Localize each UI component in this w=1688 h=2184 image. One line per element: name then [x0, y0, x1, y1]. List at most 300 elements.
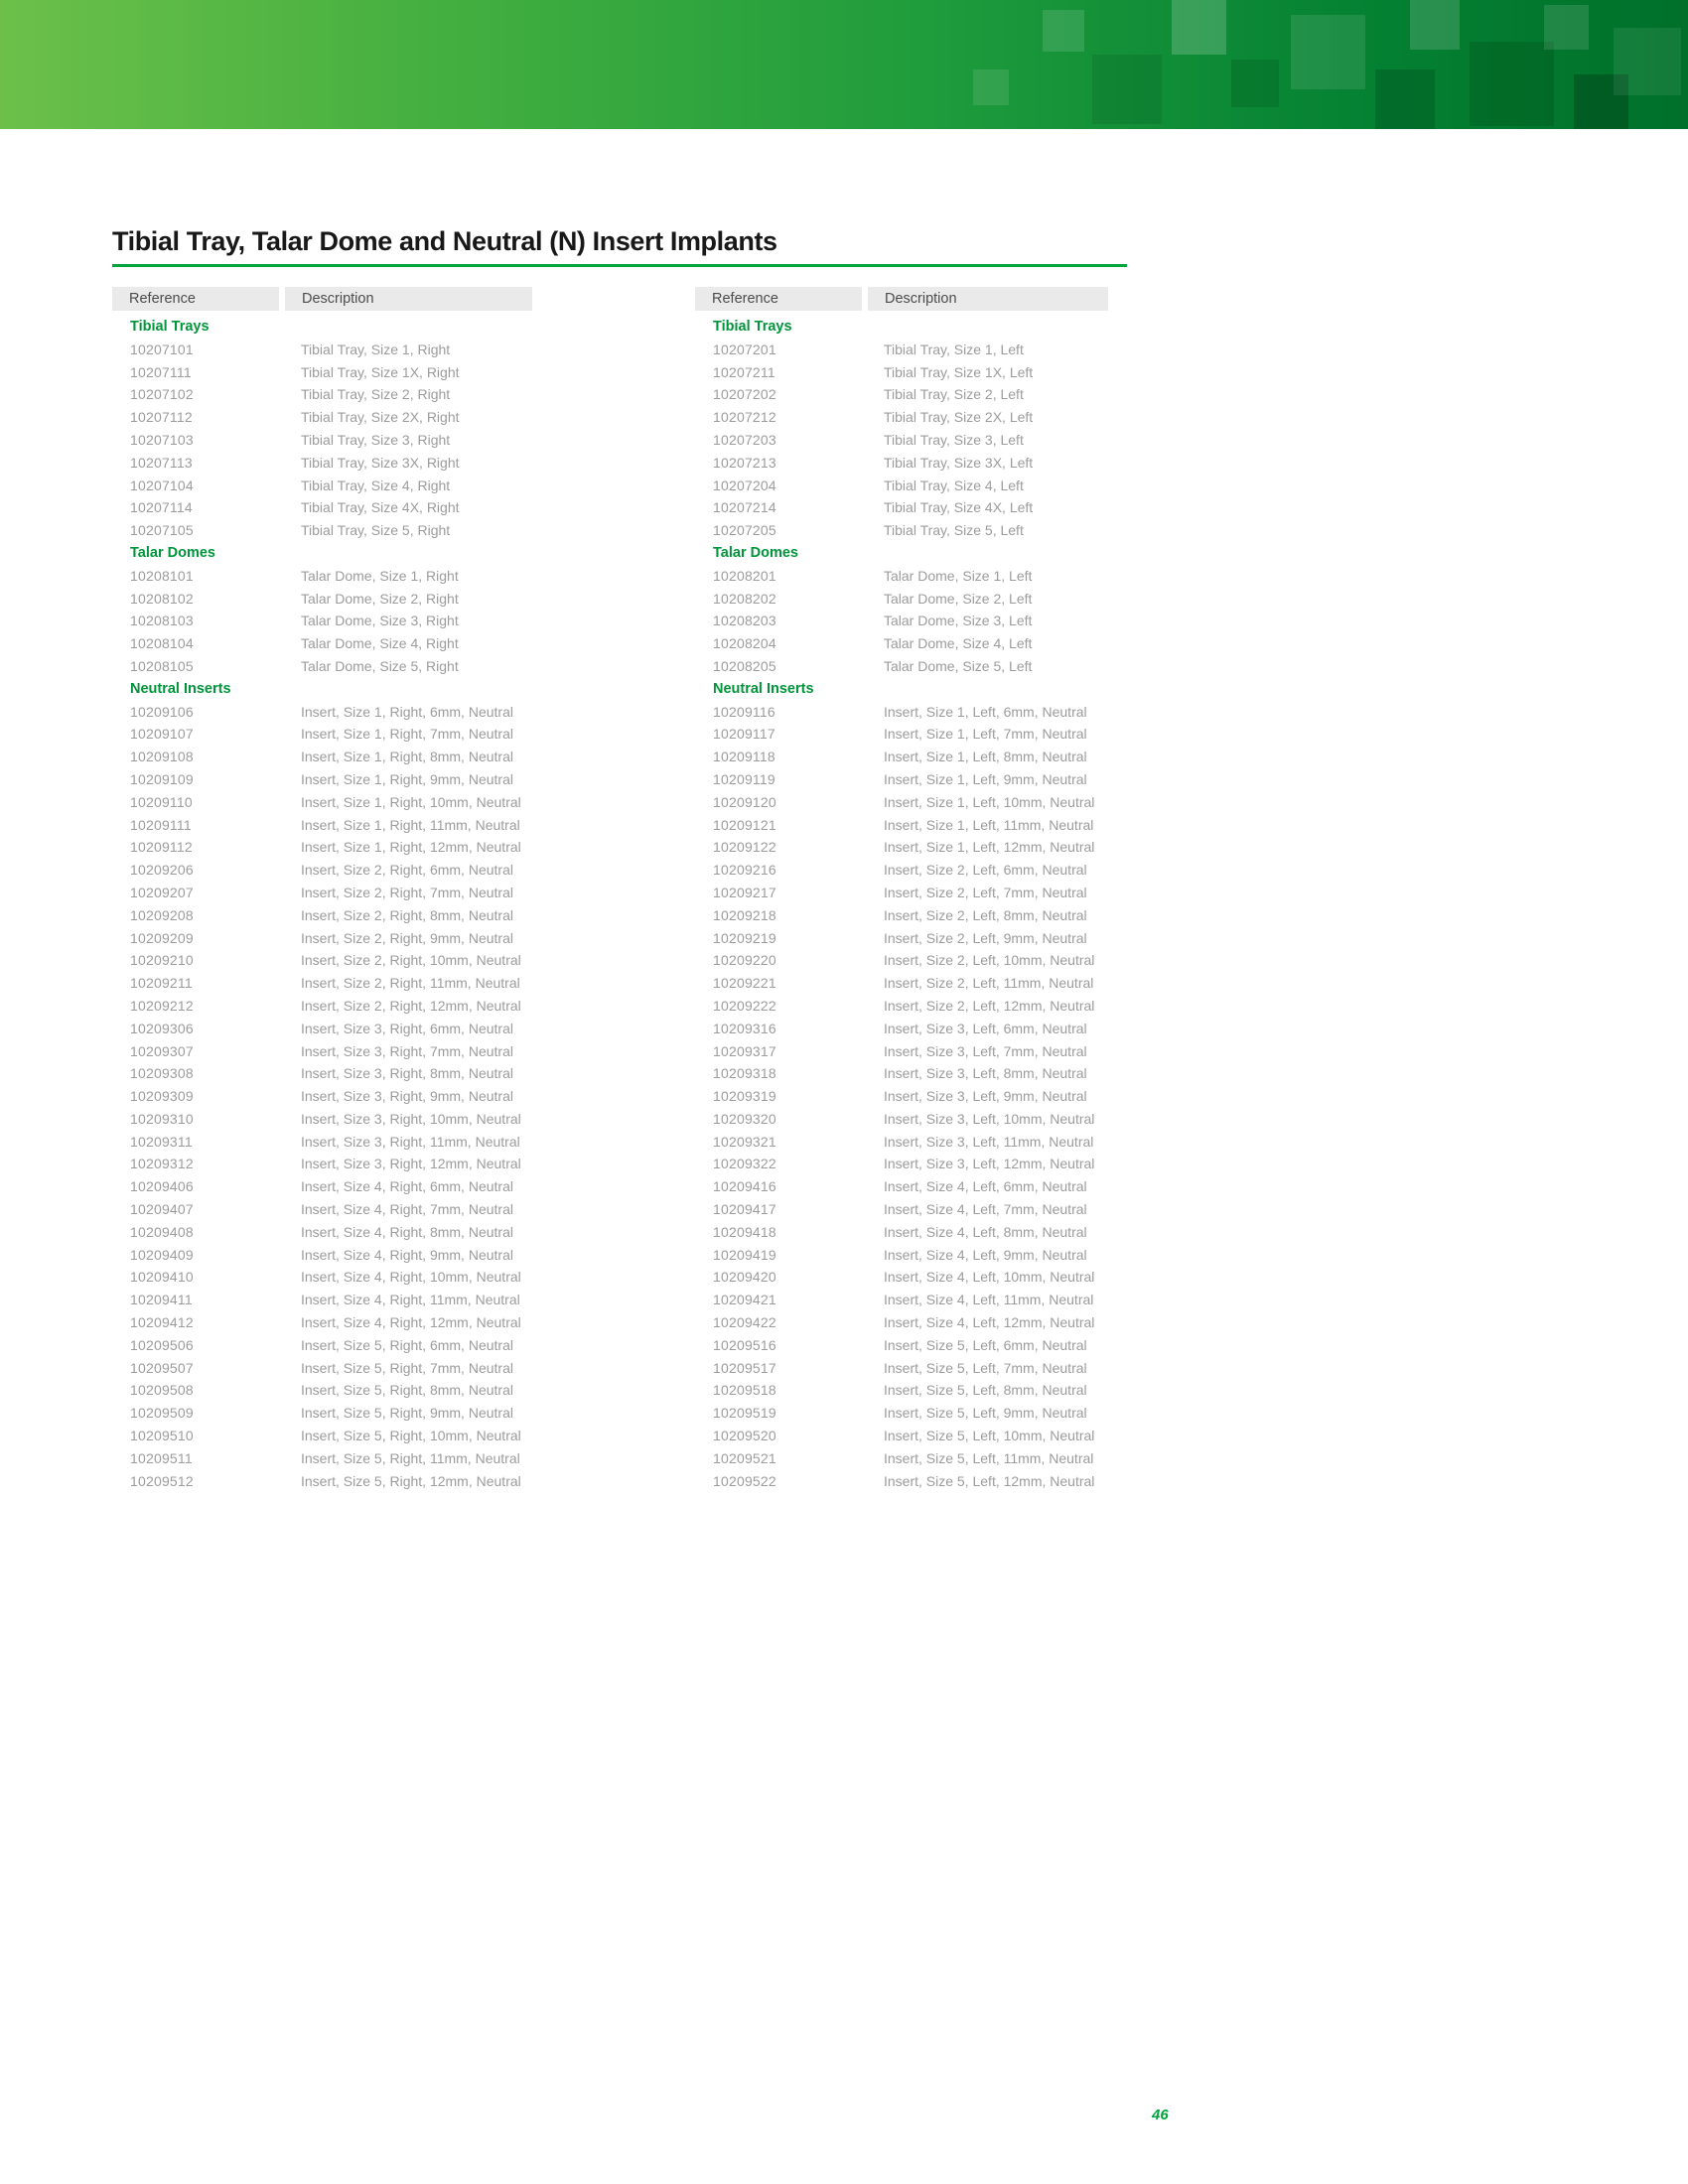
description-cell: Insert, Size 2, Left, 8mm, Neutral — [884, 906, 1087, 923]
page-number: 46 — [1152, 2107, 1169, 2123]
table-row — [695, 814, 1108, 837]
table-row — [695, 949, 1108, 972]
reference-cell: 10207112 — [130, 409, 193, 426]
reference-cell: 10208103 — [130, 613, 194, 629]
description-cell: Insert, Size 5, Left, 8mm, Neutral — [884, 1382, 1087, 1399]
table-row — [695, 383, 1108, 406]
description-cell: Insert, Size 3, Left, 7mm, Neutral — [884, 1042, 1087, 1059]
reference-cell: 10208204 — [713, 635, 776, 652]
description-cell: Tibial Tray, Size 2X, Left — [884, 409, 1034, 426]
table-row — [112, 655, 532, 678]
description-cell: Insert, Size 1, Left, 7mm, Neutral — [884, 726, 1087, 743]
reference-cell: 10208104 — [130, 635, 194, 652]
table-row — [695, 927, 1108, 950]
description-cell: Insert, Size 2, Right, 10mm, Neutral — [301, 952, 521, 969]
description-cell: Insert, Size 3, Right, 12mm, Neutral — [301, 1156, 521, 1172]
reference-cell: 10209116 — [713, 703, 775, 720]
table-row — [695, 1018, 1108, 1040]
table-row — [112, 1153, 532, 1175]
table-row — [112, 1244, 532, 1267]
description-cell: Tibial Tray, Size 4, Left — [884, 477, 1024, 493]
table-row — [112, 995, 532, 1018]
reference-cell: 10209420 — [713, 1269, 776, 1286]
reference-cell: 10209512 — [130, 1472, 194, 1489]
reference-column-header: Reference — [112, 287, 279, 311]
table-row — [112, 1289, 532, 1311]
reference-cell: 10207204 — [713, 477, 776, 493]
reference-cell: 10209309 — [130, 1088, 194, 1105]
table-row — [112, 701, 532, 724]
reference-cell: 10207102 — [130, 386, 194, 403]
table-row — [112, 1334, 532, 1357]
table-row — [112, 859, 532, 882]
description-cell: Tibial Tray, Size 4X, Right — [301, 499, 460, 516]
description-cell: Tibial Tray, Size 3, Right — [301, 431, 451, 448]
table-row — [112, 1040, 532, 1063]
description-cell: Tibial Tray, Size 1, Right — [301, 341, 451, 357]
reference-cell: 10209316 — [713, 1020, 776, 1036]
table-row — [695, 1334, 1108, 1357]
description-cell: Tibial Tray, Size 5, Right — [301, 522, 451, 539]
table-row — [695, 1244, 1108, 1267]
description-cell: Tibial Tray, Size 3, Left — [884, 431, 1024, 448]
table-row — [695, 995, 1108, 1018]
description-cell: Talar Dome, Size 2, Left — [884, 590, 1033, 607]
reference-cell: 10207104 — [130, 477, 194, 493]
reference-cell: 10209506 — [130, 1336, 194, 1353]
table-row — [112, 519, 532, 542]
reference-cell: 10209108 — [130, 749, 194, 765]
description-cell: Insert, Size 1, Left, 12mm, Neutral — [884, 839, 1095, 856]
reference-cell: 10207205 — [713, 522, 776, 539]
table-row — [695, 452, 1108, 475]
reference-cell: 10208203 — [713, 613, 776, 629]
table-row — [695, 588, 1108, 611]
reference-cell: 10209412 — [130, 1314, 194, 1331]
table-row — [112, 588, 532, 611]
description-cell: Tibial Tray, Size 2, Right — [301, 386, 451, 403]
reference-cell: 10208101 — [130, 567, 194, 584]
table-row — [695, 791, 1108, 814]
reference-cell: 10209210 — [130, 952, 194, 969]
description-cell: Insert, Size 5, Left, 7mm, Neutral — [884, 1359, 1087, 1376]
reference-cell: 10208201 — [713, 567, 776, 584]
description-cell: Insert, Size 4, Left, 7mm, Neutral — [884, 1201, 1087, 1218]
reference-cell: 10209410 — [130, 1269, 194, 1286]
page-title: Tibial Tray, Talar Dome and Neutral (N) Insert Implants — [112, 226, 777, 256]
reference-cell: 10208105 — [130, 657, 194, 674]
section-heading: Talar Domes — [713, 544, 798, 561]
description-cell: Tibial Tray, Size 4X, Left — [884, 499, 1034, 516]
header-banner — [0, 0, 1688, 129]
reference-cell: 10209211 — [130, 975, 193, 992]
description-cell: Insert, Size 1, Right, 12mm, Neutral — [301, 839, 521, 856]
table-row — [695, 1221, 1108, 1244]
reference-cell: 10209422 — [713, 1314, 776, 1331]
table-row — [112, 949, 532, 972]
table-row — [695, 1198, 1108, 1221]
description-cell: Insert, Size 4, Right, 11mm, Neutral — [301, 1292, 520, 1308]
table-row — [112, 406, 532, 429]
description-cell: Insert, Size 3, Left, 6mm, Neutral — [884, 1020, 1087, 1036]
description-cell: Tibial Tray, Size 1, Left — [884, 341, 1024, 357]
reference-cell: 10209216 — [713, 862, 776, 879]
table-row — [112, 632, 532, 655]
description-cell: Insert, Size 3, Right, 6mm, Neutral — [301, 1020, 513, 1036]
table-row — [112, 1085, 532, 1108]
reference-cell: 10207213 — [713, 454, 776, 471]
table-row — [695, 904, 1108, 927]
description-cell: Insert, Size 2, Left, 12mm, Neutral — [884, 997, 1095, 1014]
table-row — [695, 1402, 1108, 1425]
reference-cell: 10208205 — [713, 657, 776, 674]
reference-cell: 10209221 — [713, 975, 776, 992]
reference-cell: 10209522 — [713, 1472, 776, 1489]
reference-cell: 10209511 — [130, 1449, 193, 1466]
description-cell: Insert, Size 5, Right, 6mm, Neutral — [301, 1336, 513, 1353]
description-cell: Insert, Size 3, Right, 8mm, Neutral — [301, 1065, 513, 1082]
description-cell: Insert, Size 3, Left, 9mm, Neutral — [884, 1088, 1087, 1105]
reference-cell: 10209217 — [713, 884, 776, 900]
catalog-column-left — [112, 287, 532, 1492]
description-cell: Insert, Size 1, Left, 10mm, Neutral — [884, 793, 1095, 810]
title-underline — [112, 264, 1127, 267]
table-row — [112, 836, 532, 859]
section-heading: Neutral Inserts — [713, 680, 814, 697]
reference-cell: 10209306 — [130, 1020, 194, 1036]
description-cell: Talar Dome, Size 1, Right — [301, 567, 459, 584]
reference-cell: 10209121 — [713, 816, 776, 833]
reference-cell: 10209517 — [713, 1359, 776, 1376]
reference-cell: 10209509 — [130, 1405, 194, 1422]
description-cell: Insert, Size 4, Right, 7mm, Neutral — [301, 1201, 513, 1218]
reference-cell: 10207203 — [713, 431, 776, 448]
reference-cell: 10209307 — [130, 1042, 194, 1059]
reference-cell: 10209308 — [130, 1065, 194, 1082]
description-cell: Insert, Size 1, Left, 11mm, Neutral — [884, 816, 1094, 833]
table-row — [112, 475, 532, 497]
table-row — [695, 859, 1108, 882]
table-row — [112, 1470, 532, 1493]
description-cell: Insert, Size 4, Right, 10mm, Neutral — [301, 1269, 521, 1286]
table-row — [112, 927, 532, 950]
table-header-row — [695, 287, 1108, 311]
description-cell: Insert, Size 4, Left, 8mm, Neutral — [884, 1223, 1087, 1240]
table-row — [695, 1153, 1108, 1175]
description-cell: Insert, Size 5, Left, 12mm, Neutral — [884, 1472, 1095, 1489]
table-row — [695, 1379, 1108, 1402]
reference-cell: 10209411 — [130, 1292, 193, 1308]
reference-cell: 10209117 — [713, 726, 775, 743]
table-row — [112, 1198, 532, 1221]
table-row — [112, 496, 532, 519]
table-row — [695, 836, 1108, 859]
table-row — [112, 361, 532, 384]
table-row — [695, 361, 1108, 384]
description-cell: Insert, Size 3, Left, 12mm, Neutral — [884, 1156, 1095, 1172]
description-cell: Tibial Tray, Size 2X, Right — [301, 409, 460, 426]
description-cell: Insert, Size 2, Right, 9mm, Neutral — [301, 929, 513, 946]
reference-cell: 10209222 — [713, 997, 776, 1014]
description-cell: Talar Dome, Size 3, Left — [884, 613, 1033, 629]
table-row — [695, 1131, 1108, 1154]
table-row — [695, 1062, 1108, 1085]
reference-cell: 10207101 — [130, 341, 194, 357]
reference-cell: 10209510 — [130, 1428, 194, 1444]
table-row — [112, 339, 532, 361]
reference-cell: 10209112 — [130, 839, 193, 856]
table-row — [695, 429, 1108, 452]
description-cell: Insert, Size 4, Left, 10mm, Neutral — [884, 1269, 1095, 1286]
table-row — [695, 475, 1108, 497]
description-column-header: Description — [285, 287, 532, 311]
description-cell: Insert, Size 3, Left, 10mm, Neutral — [884, 1110, 1095, 1127]
table-row — [112, 972, 532, 995]
table-row — [112, 565, 532, 588]
reference-cell: 10209520 — [713, 1428, 776, 1444]
table-row — [112, 610, 532, 632]
description-cell: Insert, Size 1, Left, 6mm, Neutral — [884, 703, 1087, 720]
table-row — [695, 701, 1108, 724]
description-cell: Talar Dome, Size 5, Left — [884, 657, 1033, 674]
table-row — [112, 1131, 532, 1154]
table-row — [112, 882, 532, 904]
reference-cell: 10207114 — [130, 499, 193, 516]
reference-cell: 10207214 — [713, 499, 776, 516]
description-cell: Insert, Size 5, Right, 10mm, Neutral — [301, 1428, 521, 1444]
description-cell: Insert, Size 4, Left, 6mm, Neutral — [884, 1178, 1087, 1195]
description-cell: Tibial Tray, Size 1X, Left — [884, 363, 1034, 380]
catalog-column-right — [695, 287, 1108, 1492]
reference-cell: 10209419 — [713, 1246, 776, 1263]
reference-cell: 10209408 — [130, 1223, 194, 1240]
description-cell: Insert, Size 3, Right, 9mm, Neutral — [301, 1088, 513, 1105]
table-row — [112, 1062, 532, 1085]
table-row — [112, 1018, 532, 1040]
reference-cell: 10209122 — [713, 839, 776, 856]
description-cell: Talar Dome, Size 4, Right — [301, 635, 459, 652]
reference-cell: 10209421 — [713, 1292, 776, 1308]
reference-cell: 10209208 — [130, 906, 194, 923]
table-row — [112, 746, 532, 768]
reference-cell: 10207211 — [713, 363, 775, 380]
reference-cell: 10209416 — [713, 1178, 776, 1195]
description-cell: Insert, Size 4, Right, 12mm, Neutral — [301, 1314, 521, 1331]
description-cell: Insert, Size 2, Left, 11mm, Neutral — [884, 975, 1094, 992]
reference-cell: 10209207 — [130, 884, 194, 900]
table-row — [695, 632, 1108, 655]
reference-cell: 10207111 — [130, 363, 192, 380]
table-row — [112, 1175, 532, 1198]
reference-column-header: Reference — [695, 287, 862, 311]
reference-cell: 10209407 — [130, 1201, 194, 1218]
reference-cell: 10209110 — [130, 793, 193, 810]
description-cell: Insert, Size 2, Right, 8mm, Neutral — [301, 906, 513, 923]
description-cell: Insert, Size 3, Right, 10mm, Neutral — [301, 1110, 521, 1127]
reference-cell: 10209320 — [713, 1110, 776, 1127]
description-cell: Insert, Size 5, Right, 9mm, Neutral — [301, 1405, 513, 1422]
reference-cell: 10209406 — [130, 1178, 194, 1195]
description-cell: Insert, Size 3, Left, 11mm, Neutral — [884, 1133, 1094, 1150]
description-cell: Insert, Size 3, Left, 8mm, Neutral — [884, 1065, 1087, 1082]
description-cell: Insert, Size 3, Right, 11mm, Neutral — [301, 1133, 520, 1150]
title-block — [112, 226, 1127, 267]
table-row — [695, 768, 1108, 791]
description-cell: Insert, Size 1, Right, 11mm, Neutral — [301, 816, 520, 833]
reference-cell: 10209418 — [713, 1223, 776, 1240]
reference-cell: 10208102 — [130, 590, 194, 607]
table-row — [112, 1108, 532, 1131]
reference-cell: 10209109 — [130, 770, 194, 787]
reference-cell: 10209218 — [713, 906, 776, 923]
description-cell: Tibial Tray, Size 4, Right — [301, 477, 451, 493]
table-row — [112, 1266, 532, 1289]
reference-cell: 10209312 — [130, 1156, 194, 1172]
description-cell: Insert, Size 2, Right, 11mm, Neutral — [301, 975, 520, 992]
table-row — [695, 882, 1108, 904]
reference-cell: 10209508 — [130, 1382, 194, 1399]
description-cell: Tibial Tray, Size 2, Left — [884, 386, 1024, 403]
reference-cell: 10209212 — [130, 997, 194, 1014]
description-cell: Insert, Size 2, Left, 9mm, Neutral — [884, 929, 1087, 946]
table-row — [695, 1447, 1108, 1470]
table-row — [112, 1379, 532, 1402]
description-cell: Tibial Tray, Size 1X, Right — [301, 363, 460, 380]
reference-cell: 10209321 — [713, 1133, 776, 1150]
table-row — [695, 723, 1108, 746]
reference-cell: 10209209 — [130, 929, 194, 946]
table-row — [695, 565, 1108, 588]
description-cell: Insert, Size 4, Left, 11mm, Neutral — [884, 1292, 1094, 1308]
table-row — [112, 1311, 532, 1334]
table-row — [112, 1447, 532, 1470]
description-cell: Insert, Size 5, Left, 6mm, Neutral — [884, 1336, 1087, 1353]
reference-cell: 10207103 — [130, 431, 194, 448]
table-row — [112, 452, 532, 475]
description-cell: Insert, Size 5, Right, 12mm, Neutral — [301, 1472, 521, 1489]
reference-cell: 10209107 — [130, 726, 194, 743]
description-cell: Talar Dome, Size 4, Left — [884, 635, 1033, 652]
description-cell: Insert, Size 1, Right, 9mm, Neutral — [301, 770, 513, 787]
table-row — [695, 339, 1108, 361]
table-row — [695, 610, 1108, 632]
description-cell: Insert, Size 5, Left, 10mm, Neutral — [884, 1428, 1095, 1444]
section-heading: Tibial Trays — [130, 319, 210, 335]
description-cell: Insert, Size 2, Left, 7mm, Neutral — [884, 884, 1087, 900]
reference-cell: 10209206 — [130, 862, 194, 879]
description-cell: Insert, Size 1, Right, 6mm, Neutral — [301, 703, 513, 720]
description-cell: Insert, Size 2, Right, 12mm, Neutral — [301, 997, 521, 1014]
table-row — [695, 972, 1108, 995]
description-cell: Insert, Size 2, Right, 7mm, Neutral — [301, 884, 513, 900]
reference-cell: 10209311 — [130, 1133, 193, 1150]
reference-cell: 10209322 — [713, 1156, 776, 1172]
reference-cell: 10209106 — [130, 703, 194, 720]
description-cell: Tibial Tray, Size 5, Left — [884, 522, 1024, 539]
description-cell: Insert, Size 2, Left, 10mm, Neutral — [884, 952, 1095, 969]
reference-cell: 10209118 — [713, 749, 775, 765]
reference-cell: 10209120 — [713, 793, 776, 810]
table-row — [112, 814, 532, 837]
table-row — [695, 496, 1108, 519]
description-cell: Insert, Size 5, Right, 7mm, Neutral — [301, 1359, 513, 1376]
table-row — [695, 746, 1108, 768]
table-row — [695, 1425, 1108, 1447]
description-cell: Insert, Size 5, Right, 8mm, Neutral — [301, 1382, 513, 1399]
table-row — [695, 655, 1108, 678]
table-row — [695, 1470, 1108, 1493]
table-row — [112, 1402, 532, 1425]
reference-cell: 10209310 — [130, 1110, 194, 1127]
reference-cell: 10209119 — [713, 770, 775, 787]
description-cell: Talar Dome, Size 5, Right — [301, 657, 459, 674]
reference-cell: 10209417 — [713, 1201, 776, 1218]
table-row — [695, 1289, 1108, 1311]
section-heading: Tibial Trays — [713, 319, 792, 335]
description-cell: Insert, Size 1, Right, 8mm, Neutral — [301, 749, 513, 765]
reference-cell: 10209220 — [713, 952, 776, 969]
table-row — [695, 1040, 1108, 1063]
reference-cell: 10208202 — [713, 590, 776, 607]
description-cell: Talar Dome, Size 1, Left — [884, 567, 1033, 584]
reference-cell: 10209219 — [713, 929, 776, 946]
table-row — [695, 1311, 1108, 1334]
reference-cell: 10207113 — [130, 454, 193, 471]
table-row — [695, 1266, 1108, 1289]
table-row — [112, 1221, 532, 1244]
reference-cell: 10209317 — [713, 1042, 776, 1059]
description-cell: Insert, Size 2, Left, 6mm, Neutral — [884, 862, 1087, 879]
table-row — [695, 1357, 1108, 1380]
table-row — [695, 1085, 1108, 1108]
table-row — [112, 1357, 532, 1380]
table-row — [695, 406, 1108, 429]
reference-cell: 10209507 — [130, 1359, 194, 1376]
description-cell: Insert, Size 3, Right, 7mm, Neutral — [301, 1042, 513, 1059]
reference-cell: 10207202 — [713, 386, 776, 403]
table-row — [695, 1108, 1108, 1131]
description-column-header: Description — [868, 287, 1108, 311]
table-row — [112, 768, 532, 791]
reference-cell: 10207212 — [713, 409, 776, 426]
reference-cell: 10209518 — [713, 1382, 776, 1399]
description-cell: Insert, Size 1, Left, 8mm, Neutral — [884, 749, 1087, 765]
description-cell: Talar Dome, Size 3, Right — [301, 613, 459, 629]
reference-cell: 10209519 — [713, 1405, 776, 1422]
description-cell: Tibial Tray, Size 3X, Left — [884, 454, 1034, 471]
reference-cell: 10209521 — [713, 1449, 776, 1466]
table-header-row — [112, 287, 532, 311]
reference-cell: 10207201 — [713, 341, 776, 357]
reference-cell: 10209111 — [130, 816, 192, 833]
reference-cell: 10207105 — [130, 522, 194, 539]
section-heading: Talar Domes — [130, 544, 215, 561]
reference-cell: 10209319 — [713, 1088, 776, 1105]
description-cell: Insert, Size 4, Right, 9mm, Neutral — [301, 1246, 513, 1263]
description-cell: Insert, Size 4, Left, 9mm, Neutral — [884, 1246, 1087, 1263]
description-cell: Tibial Tray, Size 3X, Right — [301, 454, 460, 471]
section-heading: Neutral Inserts — [130, 680, 231, 697]
description-cell: Insert, Size 5, Left, 9mm, Neutral — [884, 1405, 1087, 1422]
table-row — [112, 383, 532, 406]
reference-cell: 10209409 — [130, 1246, 194, 1263]
table-row — [112, 429, 532, 452]
reference-cell: 10209318 — [713, 1065, 776, 1082]
description-cell: Insert, Size 4, Right, 6mm, Neutral — [301, 1178, 513, 1195]
description-cell: Insert, Size 2, Right, 6mm, Neutral — [301, 862, 513, 879]
table-row — [695, 519, 1108, 542]
description-cell: Insert, Size 4, Left, 12mm, Neutral — [884, 1314, 1095, 1331]
